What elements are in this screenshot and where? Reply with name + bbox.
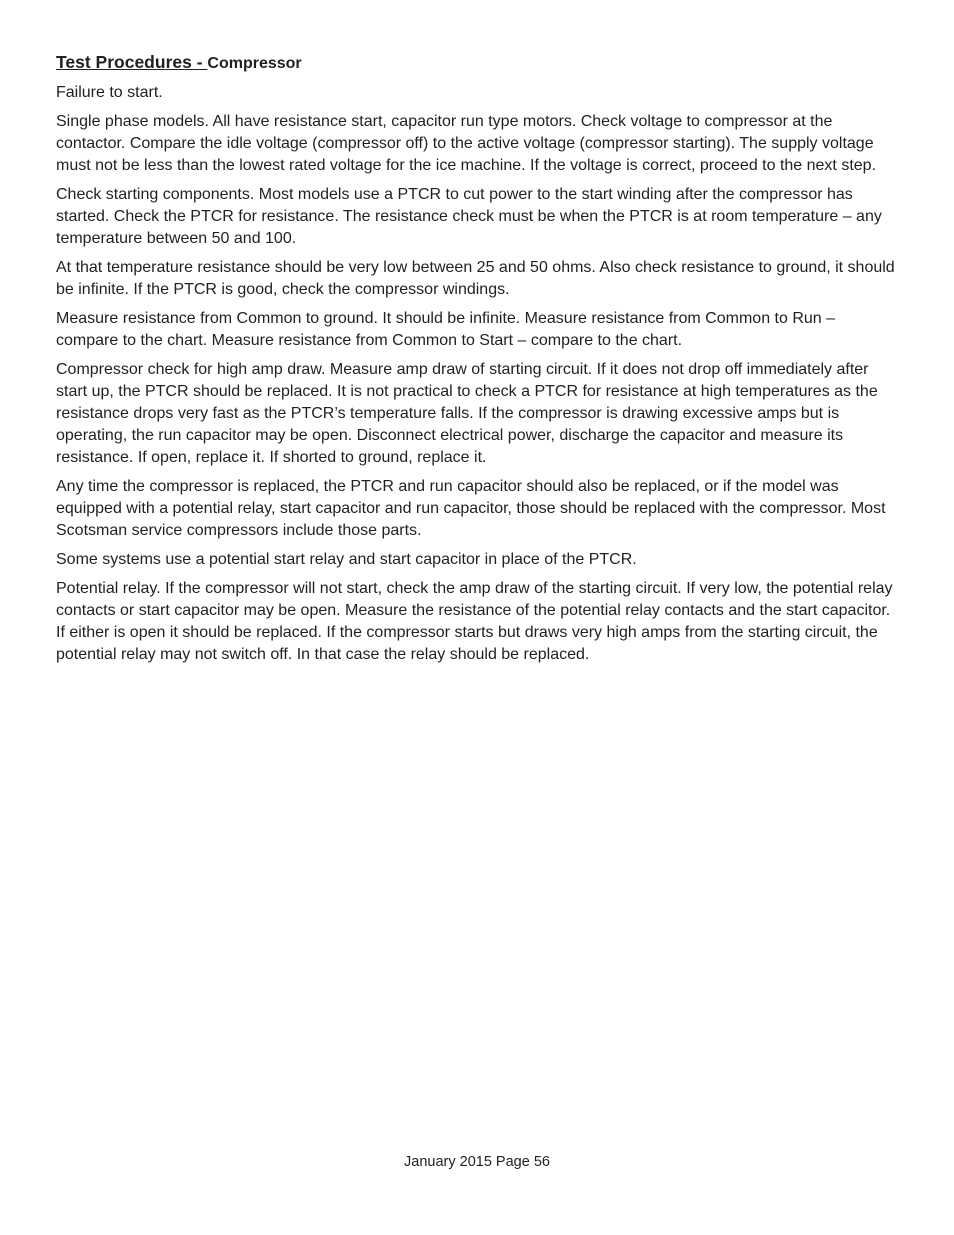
- paragraph-measure-resistance: Measure resistance from Common to ground. It should be infinite. Measure resistance from Common to Run – compare to the chart. Measure resistance from Common to Start – compare to the chart.: [56, 310, 836, 349]
- paragraph-potential-relay: Potential relay. If the compressor will not start, check the amp draw of the starting circuit. If very low, the potential relay contacts or start capacitor may be open. Measure the resistance of the potential relay contacts and the start capacitor. If either is open it should be replaced. If the compressor starts but draws very high amps from the starting circuit, the potential relay may not switch off. In that case the relay should be replaced.: [56, 580, 893, 663]
- paragraph-temperature-resistance: At that temperature resistance should be very low between 25 and 50 ohms. Also check resistance to ground, it should be infinite. If the PTCR is good, check the compressor windings.: [56, 259, 895, 298]
- paragraph-starting-components: Check starting components. Most models use a PTCR to cut power to the start winding after the compressor has started. Check the PTCR for resistance. The resistance check must be when the PTCR is at room temperature – any temperature between 50 and 100.: [56, 186, 882, 247]
- page-footer: January 2015 Page 56: [404, 1154, 550, 1170]
- section-subtitle: Compressor: [207, 55, 302, 72]
- document-page: [56, 51, 898, 673]
- section-heading: [56, 51, 898, 75]
- paragraph-potential-start-relay: Some systems use a potential start relay and start capacitor in place of the PTCR.: [56, 551, 637, 568]
- section-title: Test Procedures -: [56, 52, 208, 72]
- paragraph-compressor-replaced: Any time the compressor is replaced, the PTCR and run capacitor should also be replaced, or if the model was equipped with a potential relay, start capacitor and run capacitor, those should be replaced with the compressor. Most Scotsman service compressors include those parts.: [56, 478, 886, 539]
- paragraph-single-phase: Single phase models. All have resistance start, capacitor run type motors. Check voltage to compressor at the contactor. Compare the idle voltage (compressor off) to the active voltage (compressor starting). The supply voltage must not be less than the lowest rated voltage for the ice machine. If the voltage is correct, proceed to the next step.: [56, 113, 877, 174]
- paragraph-high-amp-draw: Compressor check for high amp draw. Measure amp draw of starting circuit. If it does not drop off immediately after start up, the PTCR should be replaced. It is not practical to check a PTCR for resistance at high temperatures as the resistance drops very fast as the PTCR’s temperature falls. If the compressor is drawing excessive amps but is operating, the run capacitor may be open. Disconnect electrical power, discharge the capacitor and measure its resistance. If open, replace it. If shorted to ground, replace it.: [56, 361, 878, 466]
- paragraph-failure-to-start: Failure to start.: [56, 84, 163, 101]
